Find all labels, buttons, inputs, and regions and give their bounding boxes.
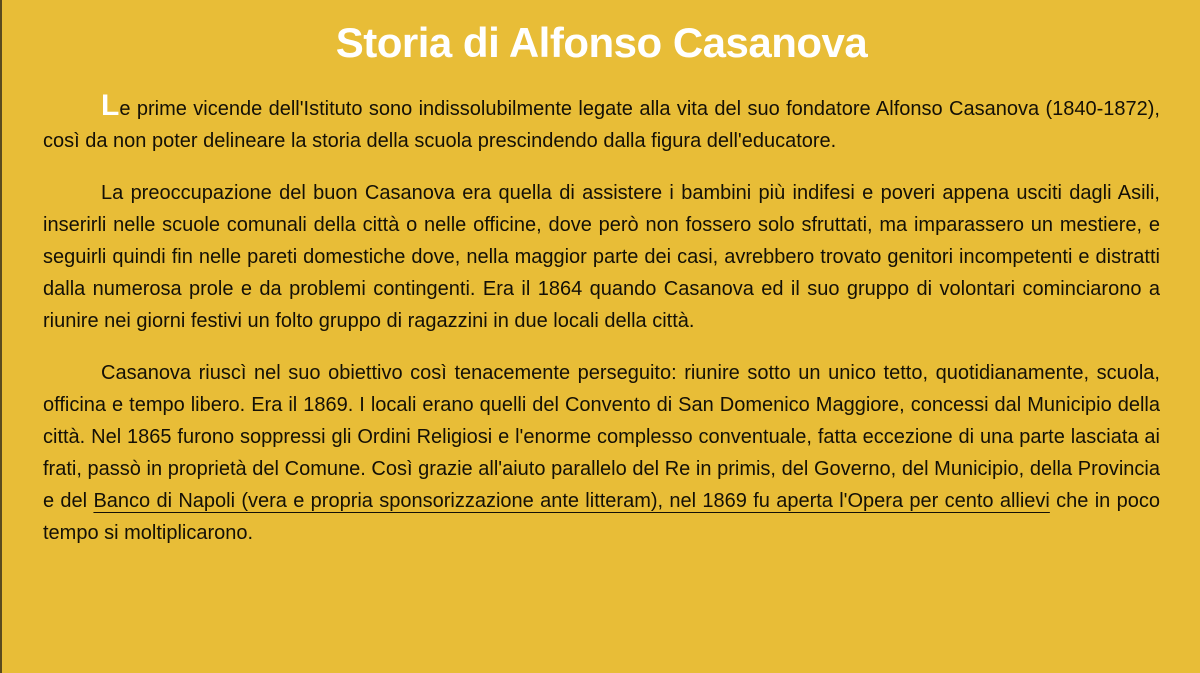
paragraph-convent	[43, 357, 1160, 549]
left-border	[0, 0, 2, 673]
drop-cap: L	[101, 89, 120, 122]
paragraph-preoccupation-text: La preoccupazione del buon Casanova era quella di assistere i bambini più indifesi e poveri appena usciti dagli Asili, inserirli nelle scuole comunali della città o nelle officine, dove però non fossero solo sfruttati, ma imparassero un mestiere, e seguirli quindi fin nelle pareti domestiche dove, nella maggior parte dei casi, avrebbero trovato genitori incompetenti e distratti dalla numerosa prole e da problemi contingenti. Era il 1864 quando Casanova ed il suo gruppo di volontari cominciarono a riunire nei giorni festivi un folto gruppo di ragazzini in due locali della città.	[43, 182, 1160, 332]
underlined-text-link[interactable]: Banco di Napoli (vera e propria sponsorizzazione ante litteram), nel 1869 fu aperta l'Opera per cento allievi	[93, 490, 1050, 512]
paragraph-intro	[43, 89, 1160, 157]
paragraph-convent-text-before: Casanova riuscì nel suo obiettivo così tenacemente perseguito: riunire sotto un unico tetto, quotidianamente, scuola, officina e tempo libero. Era il 1869. I locali erano quelli del Convento di San Domenico Maggiore, concessi dal Municipio della città. Nel 1865 furono soppressi gli Ordini Religiosi e l'enorme complesso conventuale, fatta eccezione di una parte lasciata ai frati, passò in proprietà del Comune. Così grazie all'aiuto parallelo del Re in primis, del Governo, del Municipio, della Provincia e del	[43, 362, 1160, 512]
paragraph-preoccupation	[43, 177, 1160, 337]
paragraph-intro-text: e prime vicende dell'Istituto sono indissolubilmente legate alla vita del suo fondatore Alfonso Casanova (1840-1872), così da non poter delineare la storia della scuola prescindendo dalla figura dell'educatore.	[43, 98, 1160, 152]
paragraph-convent-text-after: che in poco tempo si moltiplicarono.	[43, 490, 1160, 544]
page-content	[43, 0, 1160, 549]
page-title: Storia di Alfonso Casanova	[335, 19, 868, 66]
